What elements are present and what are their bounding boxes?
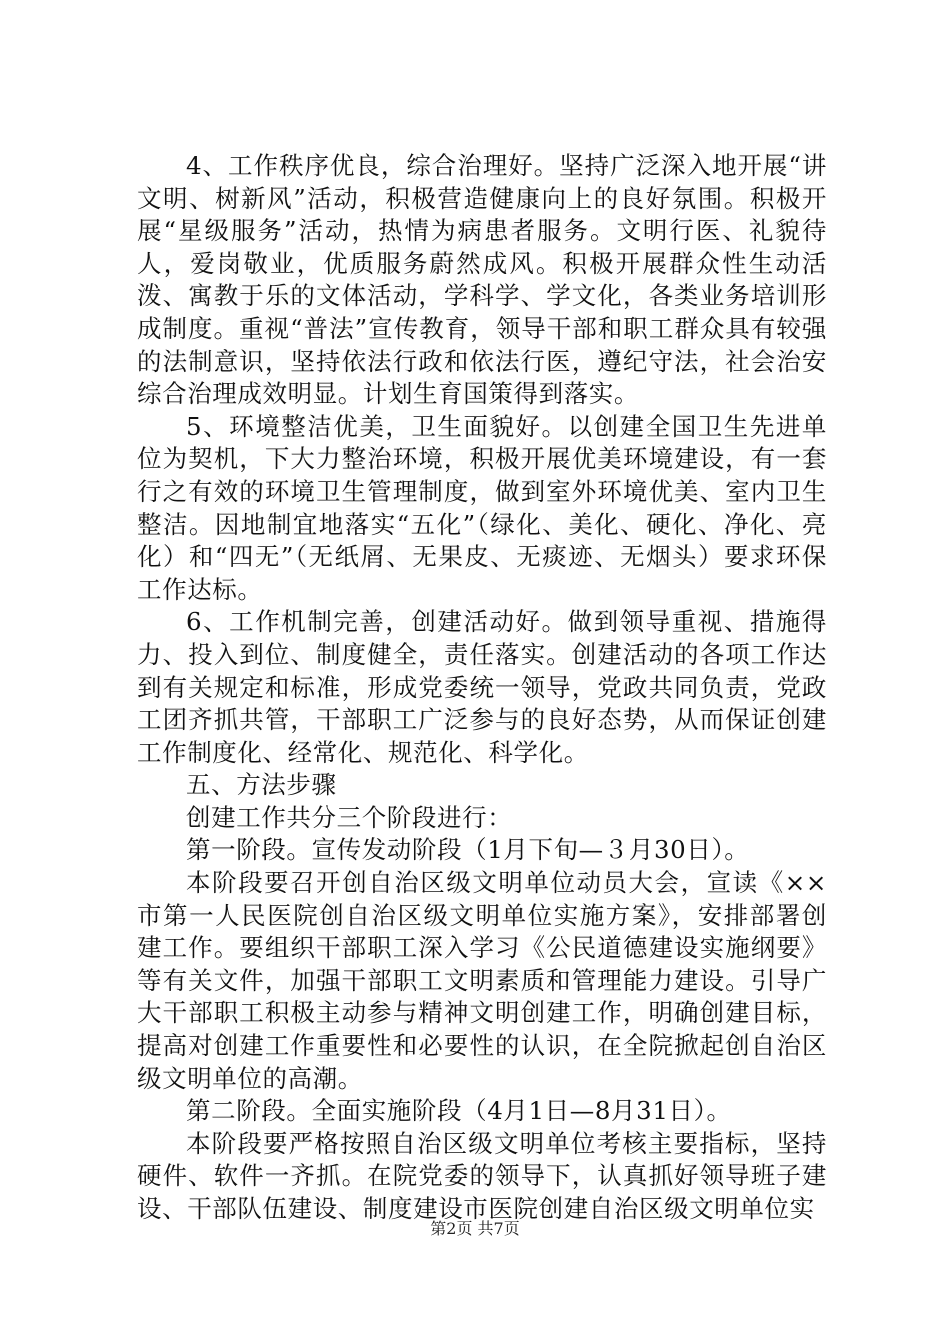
stage-two-body: 本阶段要严格按照自治区级文明单位考核主要指标，坚持硬件、软件一齐抓。在院党委的领导下，认真抓好领导班子建设、干部队伍建设、制度建设市医院创建自治区级文明单位实 bbox=[137, 1128, 827, 1223]
stage-two-heading: 第二阶段。全面实施阶段（4月1日—8月31日）。 bbox=[186, 1096, 732, 1126]
section-heading-methods: 五、方法步骤 bbox=[186, 770, 337, 800]
stage-one-heading: 第一阶段。宣传发动阶段（1月下旬—３月30日）。 bbox=[186, 835, 750, 865]
paragraph-item-5: 5、环境整洁优美，卫生面貌好。以创建全国卫生先进单位为契机，下大力整治环境，积极开展优美环境建设，有一套行之有效的环境卫生管理制度，做到室外环境优美、室内卫生整洁。因地制宜地落实“五化”（绿化、美化、硬化、净化、亮化）和“四无”（无纸屑、无果皮、无痰迹、无烟头）要求环保工作达标。 bbox=[137, 411, 827, 604]
paragraph-item-4: 4、工作秩序优良，综合治理好。坚持广泛深入地开展“讲文明、树新风”活动，积极营造健康向上的良好氛围。积极开展“星级服务”活动，热情为病患者服务。文明行医、礼貌待人，爱岗敬业，优质服务蔚然成风。积极开展群众性生动活泼、寓教于乐的文体活动，学科学、学文化，各类业务培训形成制度。重视“普法”宣传教育，领导干部和职工群众具有较强的法制意识，坚持依法行政和依法行医，遵纪守法，社会治安综合治理成效明显。计划生育国策得到落实。 bbox=[137, 151, 827, 409]
page-number-footer: 第2页 共7页 bbox=[430, 1219, 520, 1238]
stage-one-body: 本阶段要召开创自治区级文明单位动员大会，宣读《××市第一人民医院创自治区级文明单位实施方案》，安排部署创建工作。要组织干部职工深入学习《公民道德建设实施纲要》等有关文件，加强干部职工文明素质和管理能力建设。引导广大干部职工积极主动参与精神文明创建工作，明确创建目标，提高对创建工作重要性和必要性的认识，在全院掀起创自治区级文明单位的高潮。 bbox=[137, 868, 827, 1093]
document-body bbox=[137, 150, 827, 1226]
paragraph-item-6: 6、工作机制完善，创建活动好。做到领导重视、措施得力、投入到位、制度健全，责任落实。创建活动的各项工作达到有关规定和标准，形成党委统一领导，党政共同负责，党政工团齐抓共管，干部职工广泛参与的良好态势，从而保证创建工作制度化、经常化、规范化、科学化。 bbox=[137, 607, 827, 767]
stages-intro: 创建工作共分三个阶段进行： bbox=[186, 802, 513, 832]
